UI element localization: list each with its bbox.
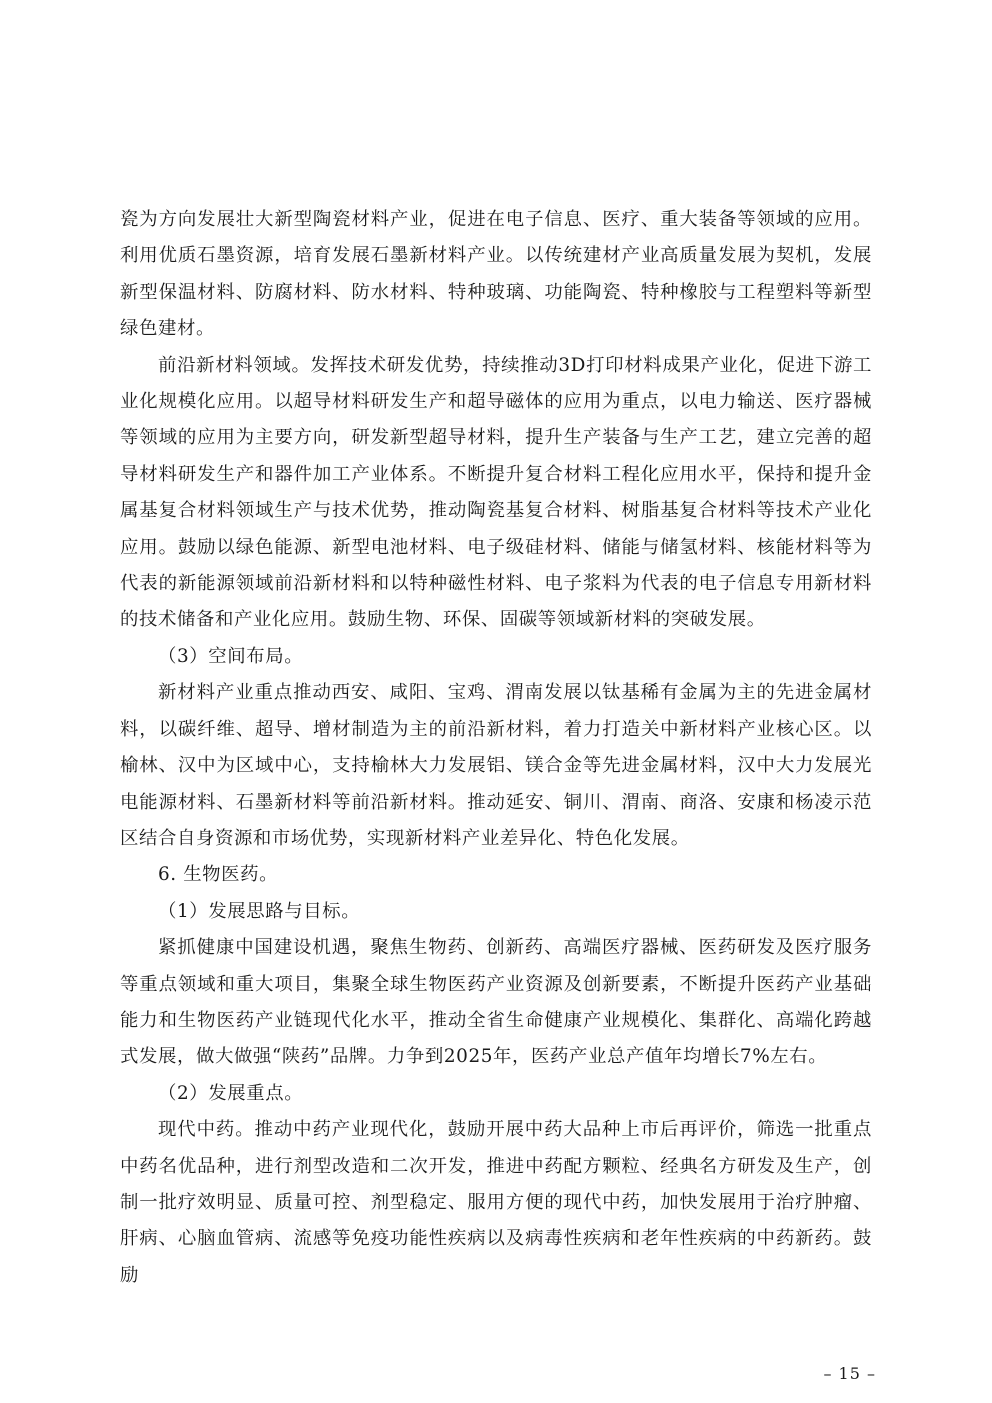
- section-heading: （3）空间布局。: [158, 645, 304, 667]
- paragraph: 紧抓健康中国建设机遇，聚焦生物药、创新药、高端医疗器械、医药研发及医疗服务等重点领域和重大项目，集聚全球生物医药产业资源及创新要素，不断提升医药产业基础能力和生物医药产业链现代化水平，推动全省生命健康产业规模化、集群化、高端化跨越式发展，做大做强“陕药”品牌。力争到2025年，医药产业总产值年均增长7%左右。: [120, 937, 872, 1068]
- paragraph: 新材料产业重点推动西安、咸阳、宝鸡、渭南发展以钛基稀有金属为主的先进金属材料，以碳纤维、超导、增材制造为主的前沿新材料，着力打造关中新材料产业核心区。以榆林、汉中为区域中心，支持榆林大力发展铝、镁合金等先进金属材料，汉中大力发展光电能源材料、石墨新材料等前沿新材料。推动延安、铜川、渭南、商洛、安康和杨凌示范区结合自身资源和市场优势，实现新材料产业差异化、特色化发展。: [120, 682, 872, 849]
- paragraph: 现代中药。推动中药产业现代化，鼓励开展中药大品种上市后再评价，筛选一批重点中药名优品种，进行剂型改造和二次开发，推进中药配方颗粒、经典名方研发及生产，创制一批疗效明显、质量可控、剂型稳定、服用方便的现代中药，加快发展用于治疗肿瘤、肝病、心脑血管病、流感等免疫功能性疾病以及病毒性疾病和老年性疾病的中药新药。鼓励: [120, 1119, 872, 1286]
- section-heading: （1）发展思路与目标。: [158, 900, 361, 922]
- page-number: – 15 –: [823, 1364, 876, 1383]
- paragraph: 瓷为方向发展壮大新型陶瓷材料产业，促进在电子信息、医疗、重大装备等领域的应用。利用优质石墨资源，培育发展石墨新材料产业。以传统建材产业高质量发展为契机，发展新型保温材料、防腐材料、防水材料、特种玻璃、功能陶瓷、特种橡胶与工程塑料等新型绿色建材。: [120, 209, 872, 340]
- section-heading: 6. 生物医药。: [158, 864, 279, 886]
- section-heading: （2）发展重点。: [158, 1082, 304, 1104]
- paragraph: 前沿新材料领域。发挥技术研发优势，持续推动3D打印材料成果产业化，促进下游工业化规模化应用。以超导材料研发生产和超导磁体的应用为重点，以电力输送、医疗器械等领域的应用为主要方向，研发新型超导材料，提升生产装备与生产工艺，建立完善的超导材料研发生产和器件加工产业体系。不断提升复合材料工程化应用水平，保持和提升金属基复合材料领域生产与技术优势，推动陶瓷基复合材料、树脂基复合材料等技术产业化应用。鼓励以绿色能源、新型电池材料、电子级硅材料、储能与储氢材料、核能材料等为代表的新能源领域前沿新材料和以特种磁性材料、电子浆料为代表的电子信息专用新材料的技术储备和产业化应用。鼓励生物、环保、固碳等领域新材料的突破发展。: [120, 354, 872, 631]
- page-body: [120, 202, 872, 1294]
